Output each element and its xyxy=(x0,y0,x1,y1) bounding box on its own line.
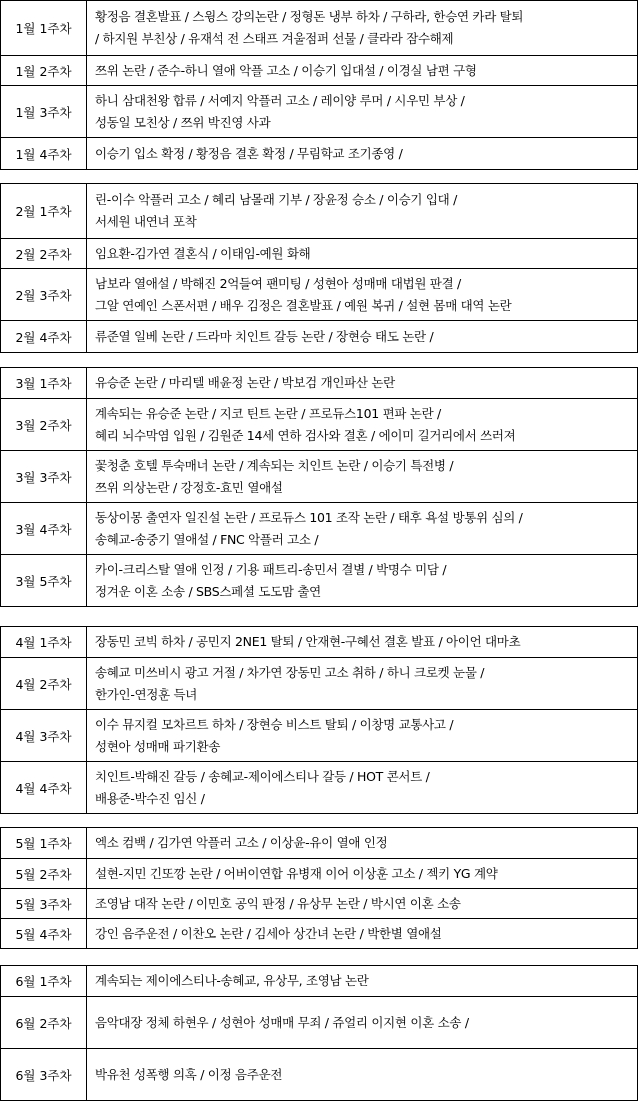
week-events xyxy=(87,503,637,554)
week-row xyxy=(1,996,637,1048)
event-line: 정겨운 이혼 소송 / SBS스페셜 도도맘 출연 xyxy=(95,583,321,599)
week-events xyxy=(87,86,637,137)
week-events xyxy=(87,710,637,761)
week-events xyxy=(87,399,637,450)
week-label: 1월 2주차 xyxy=(1,56,87,85)
week-label: 2월 1주차 xyxy=(1,184,87,238)
event-line: 계속되는 유승준 논란 / 지코 틴트 논란 / 프로듀스101 편파 논란 / xyxy=(95,405,441,421)
event-line: 배용준-박수진 임신 / xyxy=(95,790,205,806)
event-line: 린-이수 악플러 고소 / 혜리 남몰래 기부 / 장윤정 승소 / 이승기 입대 / xyxy=(95,192,457,207)
week-label: 4월 3주차 xyxy=(1,710,87,761)
week-events xyxy=(87,239,637,268)
event-line: 박유천 성폭행 의혹 / 이정 음주운전 xyxy=(95,1066,283,1082)
event-line: 설현-지민 긴또깡 논란 / 어버이연합 유병재 이어 이상훈 고소 / 젝키 YG 계약 xyxy=(95,865,498,881)
week-events xyxy=(87,269,637,320)
week-label: 2월 2주차 xyxy=(1,239,87,268)
week-row xyxy=(1,1,637,55)
week-events xyxy=(87,321,637,352)
week-label: 3월 1주차 xyxy=(1,368,87,398)
week-events xyxy=(87,138,637,169)
week-row xyxy=(1,268,637,320)
week-label: 3월 2주차 xyxy=(1,399,87,450)
week-events xyxy=(87,1,637,55)
week-label: 1월 1주차 xyxy=(1,1,87,55)
event-line: 서세원 내연녀 포착 xyxy=(95,214,197,229)
week-row xyxy=(1,918,637,948)
event-line: 이승기 입소 확정 / 황정음 결혼 확정 / 무림학교 조기종영 / xyxy=(95,145,403,161)
week-row xyxy=(1,761,637,813)
event-line: 쯔위 논란 / 준수-하니 열애 악플 고소 / 이승기 입대설 / 이경실 남편 구형 xyxy=(95,62,477,78)
event-line: 혜리 뇌수막염 입원 / 김원준 14세 연하 검사와 결혼 / 에이미 길거리에서 쓰러져 xyxy=(95,427,516,443)
week-label: 5월 1주차 xyxy=(1,828,87,858)
week-events xyxy=(87,889,637,918)
event-line: 장동민 코빅 하차 / 공민지 2NE1 탈퇴 / 안재현-구혜선 결혼 발표 / 아이언 대마초 xyxy=(95,634,521,649)
event-line: 성동일 모친상 / 쯔위 박진영 사과 xyxy=(95,114,271,130)
event-line: 하니 삼대천왕 합류 / 서예지 악플러 고소 / 레이양 루머 / 시우민 부상 / xyxy=(95,92,465,108)
week-row xyxy=(1,238,637,268)
week-label: 2월 3주차 xyxy=(1,269,87,320)
event-line: 치인트-박해진 갈등 / 송혜교-제이에스티나 갈등 / HOT 콘서트 / xyxy=(95,768,430,784)
week-events xyxy=(87,1049,637,1100)
event-line: 송혜교-송중기 열애설 / FNC 악플러 고소 / xyxy=(95,531,319,547)
week-row xyxy=(1,502,637,554)
week-row xyxy=(1,85,637,137)
week-row xyxy=(1,368,637,398)
week-row xyxy=(1,657,637,709)
event-line: 카이-크리스탈 열애 인정 / 기용 패트리-송민서 결별 / 박명수 미담 / xyxy=(95,561,447,577)
event-line: 황정음 결혼발표 / 스윙스 강의논란 / 정형돈 냉부 하차 / 구하라, 한승연 카라 탈퇴 xyxy=(95,9,524,24)
month-table xyxy=(0,965,638,1101)
week-events xyxy=(87,997,637,1048)
week-row xyxy=(1,828,637,858)
week-label: 5월 2주차 xyxy=(1,859,87,888)
event-line: 동상이몽 출연자 일진설 논란 / 프로듀스 101 조작 논란 / 태후 욕설 방통위 심의 / xyxy=(95,509,523,525)
week-events xyxy=(87,555,637,606)
month-table xyxy=(0,626,638,814)
week-label: 5월 3주차 xyxy=(1,889,87,918)
week-label: 4월 4주차 xyxy=(1,762,87,813)
month-table xyxy=(0,0,638,170)
week-row xyxy=(1,398,637,450)
event-line: 임요환-김가연 결혼식 / 이태임-예원 화해 xyxy=(95,245,311,261)
month-table xyxy=(0,827,638,949)
week-row xyxy=(1,450,637,502)
week-row xyxy=(1,554,637,606)
week-row xyxy=(1,137,637,169)
week-label: 4월 2주차 xyxy=(1,658,87,709)
week-events xyxy=(87,56,637,85)
week-label: 5월 4주차 xyxy=(1,919,87,948)
week-label: 6월 1주차 xyxy=(1,966,87,996)
event-line: 음악대장 정체 하현우 / 성현아 성매매 무죄 / 쥬얼리 이지현 이혼 소송 / xyxy=(95,1014,469,1030)
event-line: 남보라 열애설 / 박해진 2억들여 팬미팅 / 성현아 성매매 대법원 판결 / xyxy=(95,275,461,291)
week-row xyxy=(1,1048,637,1100)
event-line: 성현아 성매매 파기환송 xyxy=(95,738,221,754)
week-row xyxy=(1,320,637,352)
event-line: 한가인-연정훈 득녀 xyxy=(95,686,198,702)
week-events xyxy=(87,762,637,813)
week-label: 3월 5주차 xyxy=(1,555,87,606)
week-label: 1월 3주차 xyxy=(1,86,87,137)
week-row xyxy=(1,966,637,996)
week-row xyxy=(1,858,637,888)
week-events xyxy=(87,658,637,709)
event-line: 그알 연예인 스폰서편 / 배우 김정은 결혼발표 / 예원 복귀 / 설현 몸매 대역 논란 xyxy=(95,297,512,313)
week-row xyxy=(1,627,637,657)
event-line: 강인 음주운전 / 이찬오 논란 / 김세아 상간녀 논란 / 박한별 열애설 xyxy=(95,925,442,941)
week-row xyxy=(1,184,637,238)
week-events xyxy=(87,627,637,657)
week-row xyxy=(1,709,637,761)
week-events xyxy=(87,859,637,888)
week-events xyxy=(87,368,637,398)
month-table xyxy=(0,367,638,607)
event-line: 조영남 대작 논란 / 이민호 공익 판정 / 유상무 논란 / 박시연 이혼 소송 xyxy=(95,895,461,911)
event-line: 유승준 논란 / 마리텔 배윤정 논란 / 박보검 개인파산 논란 xyxy=(95,375,395,390)
week-label: 6월 2주차 xyxy=(1,997,87,1048)
week-events xyxy=(87,966,637,996)
week-events xyxy=(87,828,637,858)
week-events xyxy=(87,184,637,238)
week-label: 1월 4주차 xyxy=(1,138,87,169)
week-label: 4월 1주차 xyxy=(1,627,87,657)
week-label: 3월 4주차 xyxy=(1,503,87,554)
week-row xyxy=(1,888,637,918)
week-label: 2월 4주차 xyxy=(1,321,87,352)
week-label: 3월 3주차 xyxy=(1,451,87,502)
month-table xyxy=(0,183,638,353)
event-line: 이수 뮤지컬 모차르트 하차 / 장현승 비스트 탈퇴 / 이창명 교통사고 / xyxy=(95,716,454,732)
week-row xyxy=(1,55,637,85)
event-line: 쯔위 의상논란 / 강정호-효민 열애설 xyxy=(95,479,283,495)
week-events xyxy=(87,919,637,948)
event-line: 엑소 컴백 / 김가연 악플러 고소 / 이상윤-유이 열애 인정 xyxy=(95,835,388,850)
event-line: 류준열 일베 논란 / 드라마 치인트 갈등 논란 / 장현승 태도 논란 / xyxy=(95,328,434,344)
event-line: 계속되는 제이에스티나-송혜교, 유상무, 조영남 논란 xyxy=(95,973,369,988)
week-label: 6월 3주차 xyxy=(1,1049,87,1100)
week-events xyxy=(87,451,637,502)
event-line: / 하지원 부친상 / 유재석 전 스태프 겨울점퍼 선물 / 클라라 잠수해제 xyxy=(95,31,454,46)
event-line: 송혜교 미쓰비시 광고 거절 / 차가연 장동민 고소 취하 / 하니 크로켓 눈물 / xyxy=(95,664,485,680)
event-line: 꽃청춘 호텔 투숙매너 논란 / 계속되는 치인트 논란 / 이승기 특전병 / xyxy=(95,457,454,473)
